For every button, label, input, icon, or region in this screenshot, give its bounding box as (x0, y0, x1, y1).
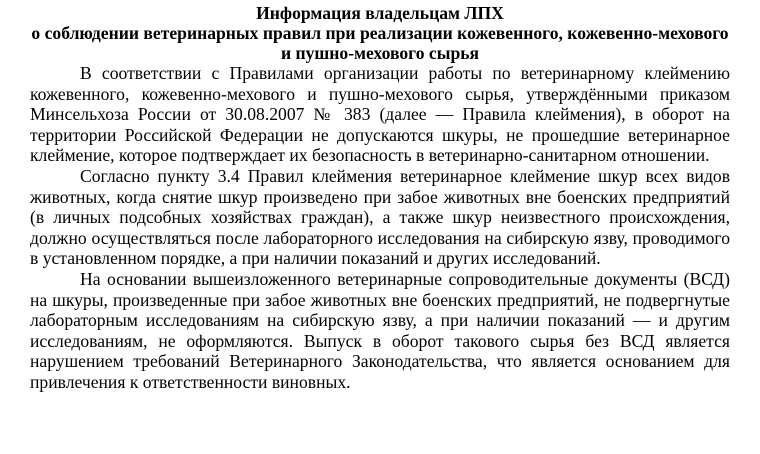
paragraph-1: В соответствии с Правилами организации работы по ветеринарному клеймению кожевенного, кожевенно-мехового и пушно-мехового сырья, утверждёнными приказом Минсельхоза России от 30.08.2007 № 383 (далее — Правила клеймения), в оборот на территории Российской Федерации не допускаются шкуры, не прошедшие ветеринарное клеймение, которое подтверждает их безопасность в ветеринарно-санитарном отношении. (30, 63, 730, 166)
paragraph-3: На основании вышеизложенного ветеринарные сопроводительные документы (ВСД) на шкуры, произведенные при забое животных вне боенских предприятий, не подвергнутые лабораторным исследованиям на сибирскую язву, а при наличии показаний — и другим исследованиям, не оформляются. Выпуск в оборот такового сырья без ВСД является нарушением требований Ветеринарного Законодательства, что является основанием для привлечения к ответственности виновных. (30, 268, 730, 392)
document-title: Информация владельцам ЛПХ (256, 3, 504, 23)
document-subtitle: о соблюдении ветеринарных правил при реализации кожевенного, кожевенно-мехового и пушно-мехового сырья (31, 23, 729, 63)
paragraph-2: Согласно пункту 3.4 Правил клеймения ветеринарное клеймение шкур всех видов животных, когда снятие шкур произведено при забое животных вне боенских предприятий (в личных подсобных хозяйствах граждан), а также шкур неизвестного происхождения, должно осуществляться после лабораторного исследования на сибирскую язву, проводимого в установленном порядке, а при наличии показаний и других исследований. (30, 165, 730, 269)
